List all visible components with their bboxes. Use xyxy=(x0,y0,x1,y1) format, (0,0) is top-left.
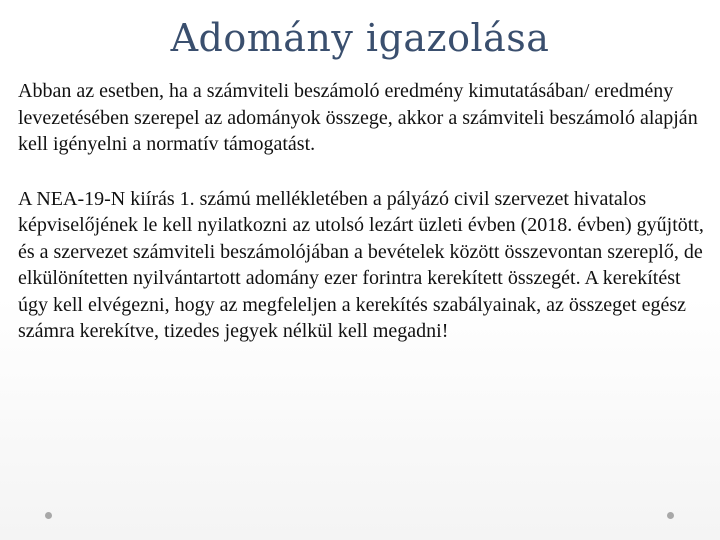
paragraph-1: Abban az esetben, ha a számviteli beszámoló eredmény kimutatásában/ eredmény levezetésében szerepel az adományok összege, akkor a számviteli beszámoló alapján kell igényelni a normatív támogatást. xyxy=(18,80,698,155)
decorative-dot-right xyxy=(667,512,674,519)
decorative-dot-left xyxy=(45,512,52,519)
paragraph-2: A NEA-19-N kiírás 1. számú mellékletében a pályázó civil szervezet hivatalos képviselőjének le kell nyilatkozni az utolsó lezárt üzleti évben (2018. évben) gyűjtött, és a szervezet számviteli beszámolójában a bevételek között összevontan szereplő, de elkülönítetten nyilvántartott adomány ezer forintra kerekített összegét. A kerekítést úgy kell elvégezni, hogy az megfeleljen a kerekítés szabályainak, az összeget egész számra kerekítve, tizedes jegyek nélkül kell megadni! xyxy=(18,187,704,342)
slide-body xyxy=(18,78,708,345)
slide-title: Adomány igazolása xyxy=(170,16,550,60)
